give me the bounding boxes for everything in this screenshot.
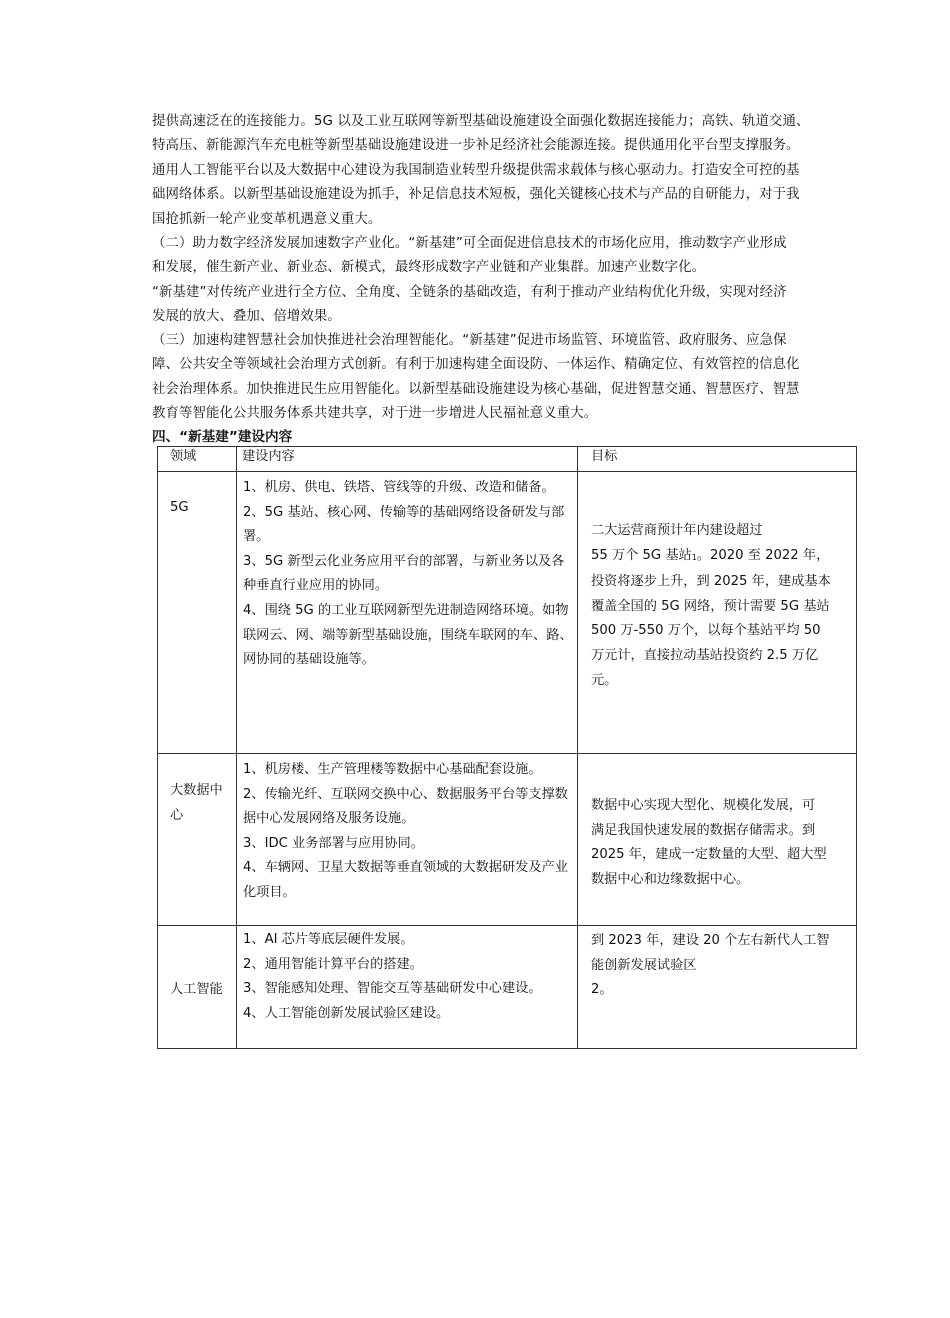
text-line: 障、公共安全等领域社会治理方式创新。有利于加速构建全面设防、一体运作、精确定位、有效管控的信息化 xyxy=(152,357,800,373)
target-line-text: 55 万个 5G 基站 xyxy=(591,547,692,563)
target-line xyxy=(591,544,848,571)
target-line: 2025 年，建成一定数量的大型、超大型 xyxy=(591,847,827,863)
text-line: 础网络体系。以新型基础设施建设为抓手，补足信息技术短板，强化关键核心技术与产品的自研能力，对于我 xyxy=(152,187,800,203)
target-cell xyxy=(578,472,857,754)
content-item: 4、围绕 5G 的工业互联网新型先进制造网络环境。如物联网云、网、端等新型基础设施，围绕车联网的车、路、网协同的基础设施等。 xyxy=(243,602,573,668)
paragraph-connectivity xyxy=(152,110,858,232)
field-label: 人工智能 xyxy=(170,982,223,997)
target-line: 元。 xyxy=(591,672,618,688)
text-line: 教育等智能化公共服务体系共建共享，对于进一步增进人民福祉意义重大。 xyxy=(152,406,598,422)
header-target: 目标 xyxy=(578,447,857,472)
content-cell xyxy=(237,472,578,754)
content-item: 3、智能感知处理、智能交互等基础研发中心建设。 xyxy=(243,981,542,997)
target-cell xyxy=(578,754,857,926)
target-line: 万元计，直接拉动基站投资约 2.5 万亿 xyxy=(591,647,819,663)
content-item: 1、机房楼、生产管理楼等数据中心基础配套设施。 xyxy=(243,762,542,777)
table-row-5g xyxy=(158,472,857,754)
text-line: 特高压、新能源汽车充电桩等新型基础设施建设进一步补足经济社会能源连接。提供通用化平台型支撑服务。 xyxy=(152,138,800,154)
header-field: 领域 xyxy=(158,447,237,472)
target-line: 数据中心实现大型化、规模化发展，可 xyxy=(591,798,816,813)
content-item: 4、人工智能创新发展试验区建设。 xyxy=(243,1005,450,1021)
text-line: 国抢抓新一轮产业变革机遇意义重大。 xyxy=(152,211,382,227)
target-line: 投资将逐步上升，到 2025 年，建成基本 xyxy=(591,574,831,590)
content-cell xyxy=(237,926,578,1049)
content-item: 1、AI 芯片等底层硬件发展。 xyxy=(243,932,414,947)
text-line: 提供高速泛在的连接能力。5G 以及工业互联网等新型基础设施建设全面强化数据连接能力；高铁、轨道交通、 xyxy=(152,114,810,129)
text-line: 社会治理体系。加快推进民生应用智能化。以新型基础设施建设为核心基础，促进智慧交通、智慧医疗、智慧 xyxy=(152,381,800,397)
target-line: 2。 xyxy=(591,982,613,998)
content-item: 1、机房、供电、铁塔、管线等的升级、改造和储备。 xyxy=(243,480,555,495)
target-line-tail: 。2020 至 2022 年， xyxy=(696,547,830,563)
field-cell xyxy=(158,926,237,1049)
target-line: 能创新发展试验区 xyxy=(591,957,697,973)
content-item: 4、车辆网、卫星大数据等垂直领域的大数据研发及产业化项目。 xyxy=(243,860,568,900)
target-line: 500 万-550 万个，以每个基站平均 50 xyxy=(591,623,821,639)
text-line: （二）助力数字经济发展加速数字产业化。“新基建”可全面促进信息技术的市场化应用，推动数字产业形成 xyxy=(152,236,787,251)
field-cell xyxy=(158,472,237,754)
field-label: 5G xyxy=(170,500,189,515)
content-item: 2、5G 基站、核心网、传输等的基础网络设备研发与部署。 xyxy=(243,504,565,545)
target-cell xyxy=(578,926,857,1049)
target-line: 到 2023 年，建设 20 个左右新代人工智 xyxy=(591,933,830,948)
field-cell xyxy=(158,754,237,926)
paragraph-smart-society xyxy=(152,329,858,427)
table-row-big-data xyxy=(158,754,857,926)
target-line: 数据中心和边缘数据中心。 xyxy=(591,871,750,887)
footnote-mark: 1 xyxy=(691,552,697,562)
content-item: 2、传输光纤、互联网交换中心、数据服务平台等支撑数据中心发展网络及服务设施。 xyxy=(243,786,568,827)
header-content: 建设内容 xyxy=(237,447,578,472)
content-item: 3、IDC 业务部署与应用协同。 xyxy=(243,835,424,851)
table-header-row xyxy=(158,447,857,472)
content-item: 3、5G 新型云化业务应用平台的部署，与新业务以及各种垂直行业应用的协同。 xyxy=(243,553,565,594)
target-line: 满足我国快速发展的数据存储需求。到 xyxy=(591,822,816,838)
text-line: （三）加速构建智慧社会加快推进社会治理智能化。“新基建”促进市场监管、环境监管、政府服务、应急保 xyxy=(152,333,787,348)
target-line: 覆盖全国的 5G 网络，预计需要 5G 基站 xyxy=(591,598,830,614)
target-line: 二大运营商预计年内建设超过 xyxy=(591,523,763,538)
text-line: “新基建”对传统产业进行全方位、全角度、全链条的基础改造，有利于推动产业结构优化升级，实现对经济 xyxy=(152,284,787,300)
text-line: 发展的放大、叠加、倍增效果。 xyxy=(152,309,341,325)
content-cell xyxy=(237,754,578,926)
table-row-ai xyxy=(158,926,857,1049)
section-heading: 四、“新基建”建设内容 xyxy=(152,429,293,445)
content-item: 2、通用智能计算平台的搭建。 xyxy=(243,956,423,972)
construction-content-table xyxy=(157,446,857,1049)
field-label: 大数据中心 xyxy=(170,783,223,823)
text-line: 通用人工智能平台以及大数据中心建设为我国制造业转型升级提供需求载体与核心驱动力。打造安全可控的基 xyxy=(152,162,800,178)
text-line: 和发展，催生新产业、新业态、新模式，最终形成数字产业链和产业集群。加速产业数字化。 xyxy=(152,260,706,276)
paragraph-digital-economy xyxy=(152,232,858,330)
